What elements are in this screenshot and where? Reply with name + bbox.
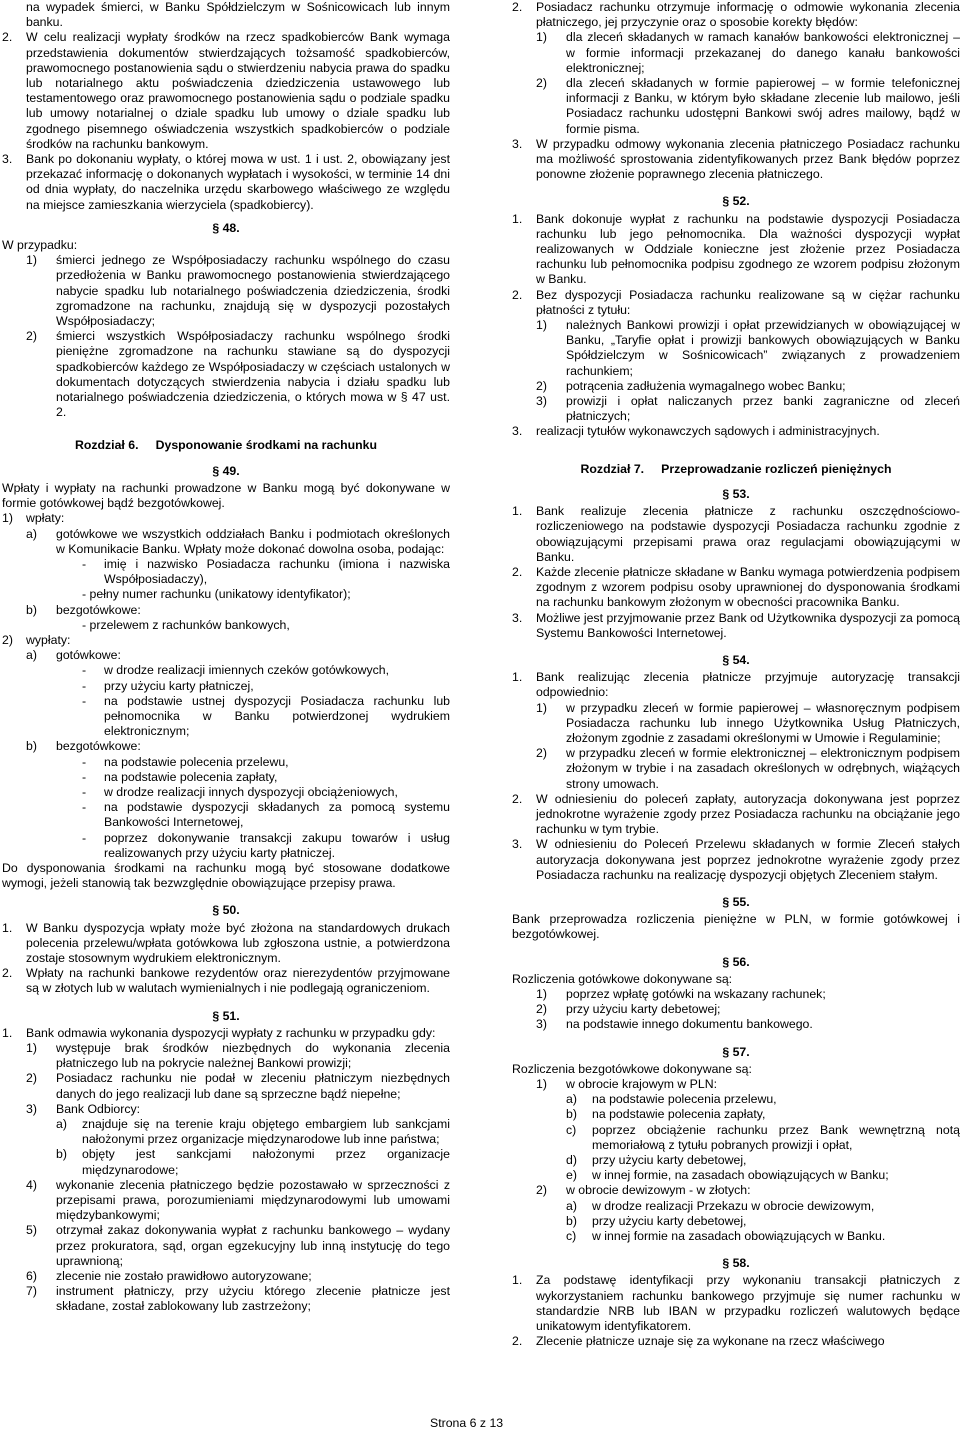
list-item: 1. Bank realizując zlecenia płatnicze przyjmuje autoryzację transakcji odpowiednio: [512,670,960,700]
list-item: 2) Posiadacz rachunku nie podał w zleceniu płatniczym niezbędnych danych do jego realizacji lub dane są sprzeczne bądź niepełne; [26,1071,450,1101]
list-item: 7) instrument płatniczy, przy użyciu którego zlecenie płatnicze jest składane, został zablokowany lub zastrzeżony; [26,1284,450,1314]
list-item: - w drodze realizacji innych dyspozycji obciążeniowych, [82,784,398,799]
right-column [512,0,960,1349]
paragraph: Rozliczenia bezgotówkowe dokonywane są: [512,1061,752,1076]
list-item: b) objęty jest sankcjami nałożonymi przez organizacje międzynarodowe; [56,1147,450,1177]
list-item: e) w innej formie, na zasadach obowiązujących w Banku; [566,1168,889,1183]
left-column [2,0,450,1315]
list-item: 1) poprzez wpłatę gotówki na wskazany rachunek; [536,986,826,1001]
paragraph: Wpłaty i wypłaty na rachunki prowadzone w Banku mogą być dokonywane w formie gotówkowej bądź bezgotówkowej. [2,480,450,511]
paragraph: W przypadku: [2,238,78,253]
section-heading: § 55. [722,894,750,909]
paragraph: na wypadek śmierci, w Banku Spółdzielczym w Sośnicowicach lub innym banku. [26,0,450,30]
list-item: 1. Bank odmawia wykonania dyspozycji wypłaty z rachunku w przypadku gdy: [2,1025,436,1040]
list-item: 3. W przypadku odmowy wykonania zlecenia płatniczego Posiadacz rachunku ma możliwość sprostowania zidentyfikowanych przez Bank błędów poprzez ponowne złożenie poprawnego zlecenia płatniczego. [512,136,960,182]
list-item: c) w innej formie na zasadach obowiązujących w Banku. [566,1229,886,1244]
list-item: 5) otrzymał zakaz dokonywania wypłat z rachunku bankowego – wydany przez prokuratora, sąd, organ egzekucyjny lub inną instytucję do tego uprawnioną; [26,1223,450,1268]
list-item: - pełny numer rachunku (unikatowy identyfikator); [82,587,351,602]
list-item: 2) przy użyciu karty debetowej; [536,1002,721,1017]
list-item: 2) w obrocie dewizowym - w złotych: [536,1183,751,1198]
list-item: - przelewem z rachunków bankowych, [82,617,290,632]
list-item: 2. W odniesieniu do poleceń zapłaty, autoryzacja dokonywana jest poprzez jednokrotne wyrażenie zgody przez Posiadacza rachunku na obciążanie jego rachunku w tym trybie. [512,791,960,837]
list-item: - na podstawie polecenia przelewu, [82,754,289,769]
section-heading: § 54. [722,652,750,667]
list-item: 1) w obrocie krajowym w PLN: [536,1077,718,1091]
list-item: 3) prowizji i opłat naliczanych przez banki zagraniczne od zleceń płatniczych; [536,394,960,424]
section-heading: § 58. [722,1256,750,1271]
list-item: a) znajduje się na terenie kraju objętego embargiem lub sankcjami nałożonymi przez organizacje międzynarodowe lub inne państwa; [56,1117,450,1147]
list-item: 1. Bank dokonuje wypłat z rachunku na podstawie dyspozycji Posiadacza rachunku lub jego pełnomocnika. Dla ważności dyspozycji wypłat realizowanych w Oddziale konieczne jest złożenie przez Posiadacza rachunku lub pełnomocnika podpisu zgodnego ze wzorem podpisu złożonym w Banku. [512,211,960,287]
list-item: 2) wypłaty: [2,632,71,647]
paragraph: Rozliczenia gotówkowe dokonywane są: [512,971,733,986]
paragraph: Do dysponowania środkami na rachunku mogą być stosowane dodatkowe wymogi, jeżeli stanowią tak bezwzględnie obowiązujące przepisy prawa. [2,860,450,891]
list-item: 4) wykonanie zlecenia płatniczego będzie pozostawało w sprzeczności z przepisami prawa, porozumieniami międzynarodowymi lub umowami międzybankowymi; [26,1177,450,1223]
section-heading: § 53. [722,486,750,501]
list-item: 2) w przypadku zleceń w formie elektronicznej – elektronicznym podpisem złożonym w trybie i na zasadach określonych w odrębnych, wiążących strony umowach. [536,746,960,791]
list-item: 1. W Banku dyspozycja wpłaty może być złożona na standardowych drukach polecenia przelewu/wpłata gotówkowa lub zgłoszona ustnie, a potwierdzona zostaje stosownym wydrukiem elektronicznym. [2,920,450,965]
section-heading: § 51. [212,1008,240,1023]
list-item: a) gotówkowe: [26,648,121,663]
list-item: b) bezgotówkowe: [26,739,141,754]
list-item: 1) w przypadku zleceń w formie papierowej – własnoręcznym podpisem Posiadacza rachunku lub innego Użytkownika Usług Płatniczych, złożonym zgodnie z zasadami określonymi w Umowie i Regulaminie; [536,700,960,745]
list-item: 2. Każde zlecenie płatnicze składane w Banku wymaga potwierdzenia podpisem zgodnym z wzorem podpisu osoby uprawnionej do dysponowania środkami na rachunku bankowym złożonym w obecności pracownika Banku. [512,564,960,610]
section-heading: § 49. [212,463,240,478]
list-item: 3. Możliwe jest przyjmowanie przez Bank od Użytkownika dyspozycji za pomocą Systemu Bankowości Internetowej. [512,610,960,640]
list-item: 1. Bank realizuje zlecenia płatnicze z rachunku oszczędnościowo-rozliczeniowego na podstawie dyspozycji Posiadacza rachunku zgodnie z obowiązującymi przepisami prawa oraz regulacjami obowiązującymi w Banku. [512,504,960,564]
list-item: - przy użyciu karty płatniczej, [82,678,254,693]
list-item: a) gotówkowe we wszystkich oddziałach Banku i podmiotach określonych w Komunikacie Banku. Wpłaty może dokonać dowolna osoba, podając: [26,526,450,556]
list-item: 3. W odniesieniu do Poleceń Przelewu składanych w formie Zleceń stałych autoryzacja dokonywana jest poprzez jednokrotne wyrażenie zgody przez Posiadacza rachunku na realizację dyspozycji objętych Zleceniem stałym. [512,837,960,882]
section-heading: § 48. [212,220,240,235]
section-heading: § 57. [722,1044,750,1059]
list-item: 2) potrącenia zadłużenia wymagalnego wobec Banku; [536,378,846,393]
section-heading: § 56. [722,954,750,969]
list-item: b) na podstawie polecenia zapłaty, [566,1107,766,1122]
list-item: 1) należnych Bankowi prowizji i opłat przewidzianych w obowiązującej w Banku, „Taryfie opłat i prowizji bankowych obowiązujących w Banku Spółdzielczym w Sośnicowicach” związanych z prowadzeniem rachunkiem; [536,318,960,378]
list-item: 1) dla zleceń składanych w ramach kanałów bankowości elektronicznej – w formie informacji przekazanej do danego kanału bankowości elektronicznej; [536,30,960,75]
list-item: 3) Bank Odbiorcy: [26,1101,141,1116]
page-number: Strona 6 z 13 [430,1416,504,1430]
list-item: 2) dla zleceń składanych w formie papierowej – w formie telefonicznej informacji z Banku, w którym było składane zlecenie lub mailowo, jeśli Posiadacz rachunku udostępni Bankowi swój adres mailowy, bądź w formie pisma. [536,76,960,136]
list-item: 3. Bank po dokonaniu wypłaty, o której mowa w ust. 1 i ust. 2, obowiązany jest przekazać informację o dokonanych wypłatach i wysokości, w terminie 14 dni od dnia wypłaty, do naczelnika urzędu skarbowego właściwego ze względu na miejsce zamieszkania wierzyciela (spadkobiercy). [2,152,450,212]
chapter-heading: Rozdział 6. Dysponowanie środkami na rachunku [74,438,378,453]
list-item: - w drodze realizacji imiennych czeków gotówkowych, [82,663,389,678]
section-heading: § 52. [722,194,750,209]
section-heading: § 50. [212,903,240,918]
list-item: d) przy użyciu karty debetowej, [566,1153,747,1168]
chapter-heading: Rozdział 7. Przeprowadzanie rozliczeń pieniężnych [580,461,892,476]
list-item: - poprzez dokonywanie transakcji zakupu towarów i usług realizowanych przy użyciu karty płatniczej. [82,830,450,860]
list-item: 2. Posiadacz rachunku otrzymuje informację o odmowie wykonania zlecenia płatniczego, jej przyczynie oraz o sposobie korekty błędów: [512,0,960,30]
list-item: 2) śmierci wszystkich Współposiadaczy rachunku wspólnego środki pieniężne zgromadzone na rachunku stawiane są do dyspozycji spadkobierców każdego ze Współposiadaczy w częściach ustalonych w dokumentach dotyczących stwierdzenia nabycia i działu spadku lub notarialnego poświadczenia dziedziczenia, o których mowa w § 47 ust. 2. [26,329,450,420]
list-item: 2. Bez dyspozycji Posiadacza rachunku realizowane są w ciężar rachunku płatności z tytułu: [512,287,960,317]
list-item: a) w drodze realizacji Przekazu w obrocie dewizowym, [566,1198,875,1213]
list-item: 1. Za podstawę identyfikacji przy wykonaniu transakcji płatniczych z wykorzystaniem rachunku bankowego przyjmuje się numer rachunku w standardzie NRB lub IBAN w przypadku rozliczeń walutowych będące unikatowym identyfikatorem. [512,1273,960,1334]
list-item: - na podstawie polecenia zapłaty, [82,769,278,784]
list-item: - na podstawie dyspozycji składanych za pomocą systemu Bankowości Internetowej, [82,800,450,830]
list-item: - imię i nazwisko Posiadacza rachunku (imiona i nazwiska Współposiadaczy), [82,556,450,587]
list-item: 1) śmierci jednego ze Współposiadaczy rachunku wspólnego do czasu przedłożenia w Banku prawomocnego postanowienia stwierdzającego nabycie spadku lub notarialnego poświadczenia dziedziczenia, środki zgromadzone na rachunku, znajdują się w dyspozycji pozostałych Współposiadaczy; [26,253,450,329]
list-item: a) na podstawie polecenia przelewu, [566,1092,777,1107]
list-item: 6) zlecenie nie zostało prawidłowo autoryzowane; [26,1269,312,1284]
list-item: 2. W celu realizacji wypłaty środków na rzecz spadkobierców Bank wymaga przedstawienia dokumentów stwierdzających tożsamość spadkobierców, prawomocnego postanowienia sądu o stwierdzeniu nabycia prawa do spadku lub notarialnego aktu poświadczenia dziedziczenia ustawowego lub testamentowego oraz prawomocnego postanowienia sądu o podziale spadku lub umowy notarialnej o dziale spadku lub umowy o dziale spadku lub zgodnego pisemnego oświadczenia wszystkich spadkobierców o podziale środków na rachunku bankowym. [2,30,450,151]
paragraph: Bank przeprowadza rozliczenia pieniężne w PLN, w formie gotówkowej i bezgotówkowej. [512,912,960,942]
list-item: - na podstawie ustnej dyspozycji Posiadacza rachunku lub pełnomocnika w Banku potwierdzonej wydrukiem elektronicznym; [82,693,450,739]
list-item: 3) na podstawie innego dokumentu bankowego. [536,1017,813,1032]
list-item: 1) wpłaty: [2,511,65,526]
list-item: c) poprzez obciążenie rachunku przez Bank wewnętrzną notą memoriałową z tytułu pobranych prowizji i opłat, [566,1122,960,1152]
list-item: 1) występuje brak środków niezbędnych do wykonania zlecenia płatniczego lub na pokrycie należnej Bankowi prowizji; [26,1041,450,1071]
list-item: b) bezgotówkowe: [26,602,141,617]
list-item: 3. realizacji tytułów wykonawczych sądowych i administracyjnych. [512,424,880,439]
list-item: 2. Wpłaty na rachunki bankowe rezydentów oraz nierezydentów przyjmowane są w złotych lub w walutach wymienialnych i nie podlegają ograniczeniom. [2,966,450,996]
list-item: 2. Zlecenie płatnicze uznaje się za wykonane na rzecz właściwego [512,1334,885,1349]
list-item: b) przy użyciu karty debetowej, [566,1213,747,1228]
